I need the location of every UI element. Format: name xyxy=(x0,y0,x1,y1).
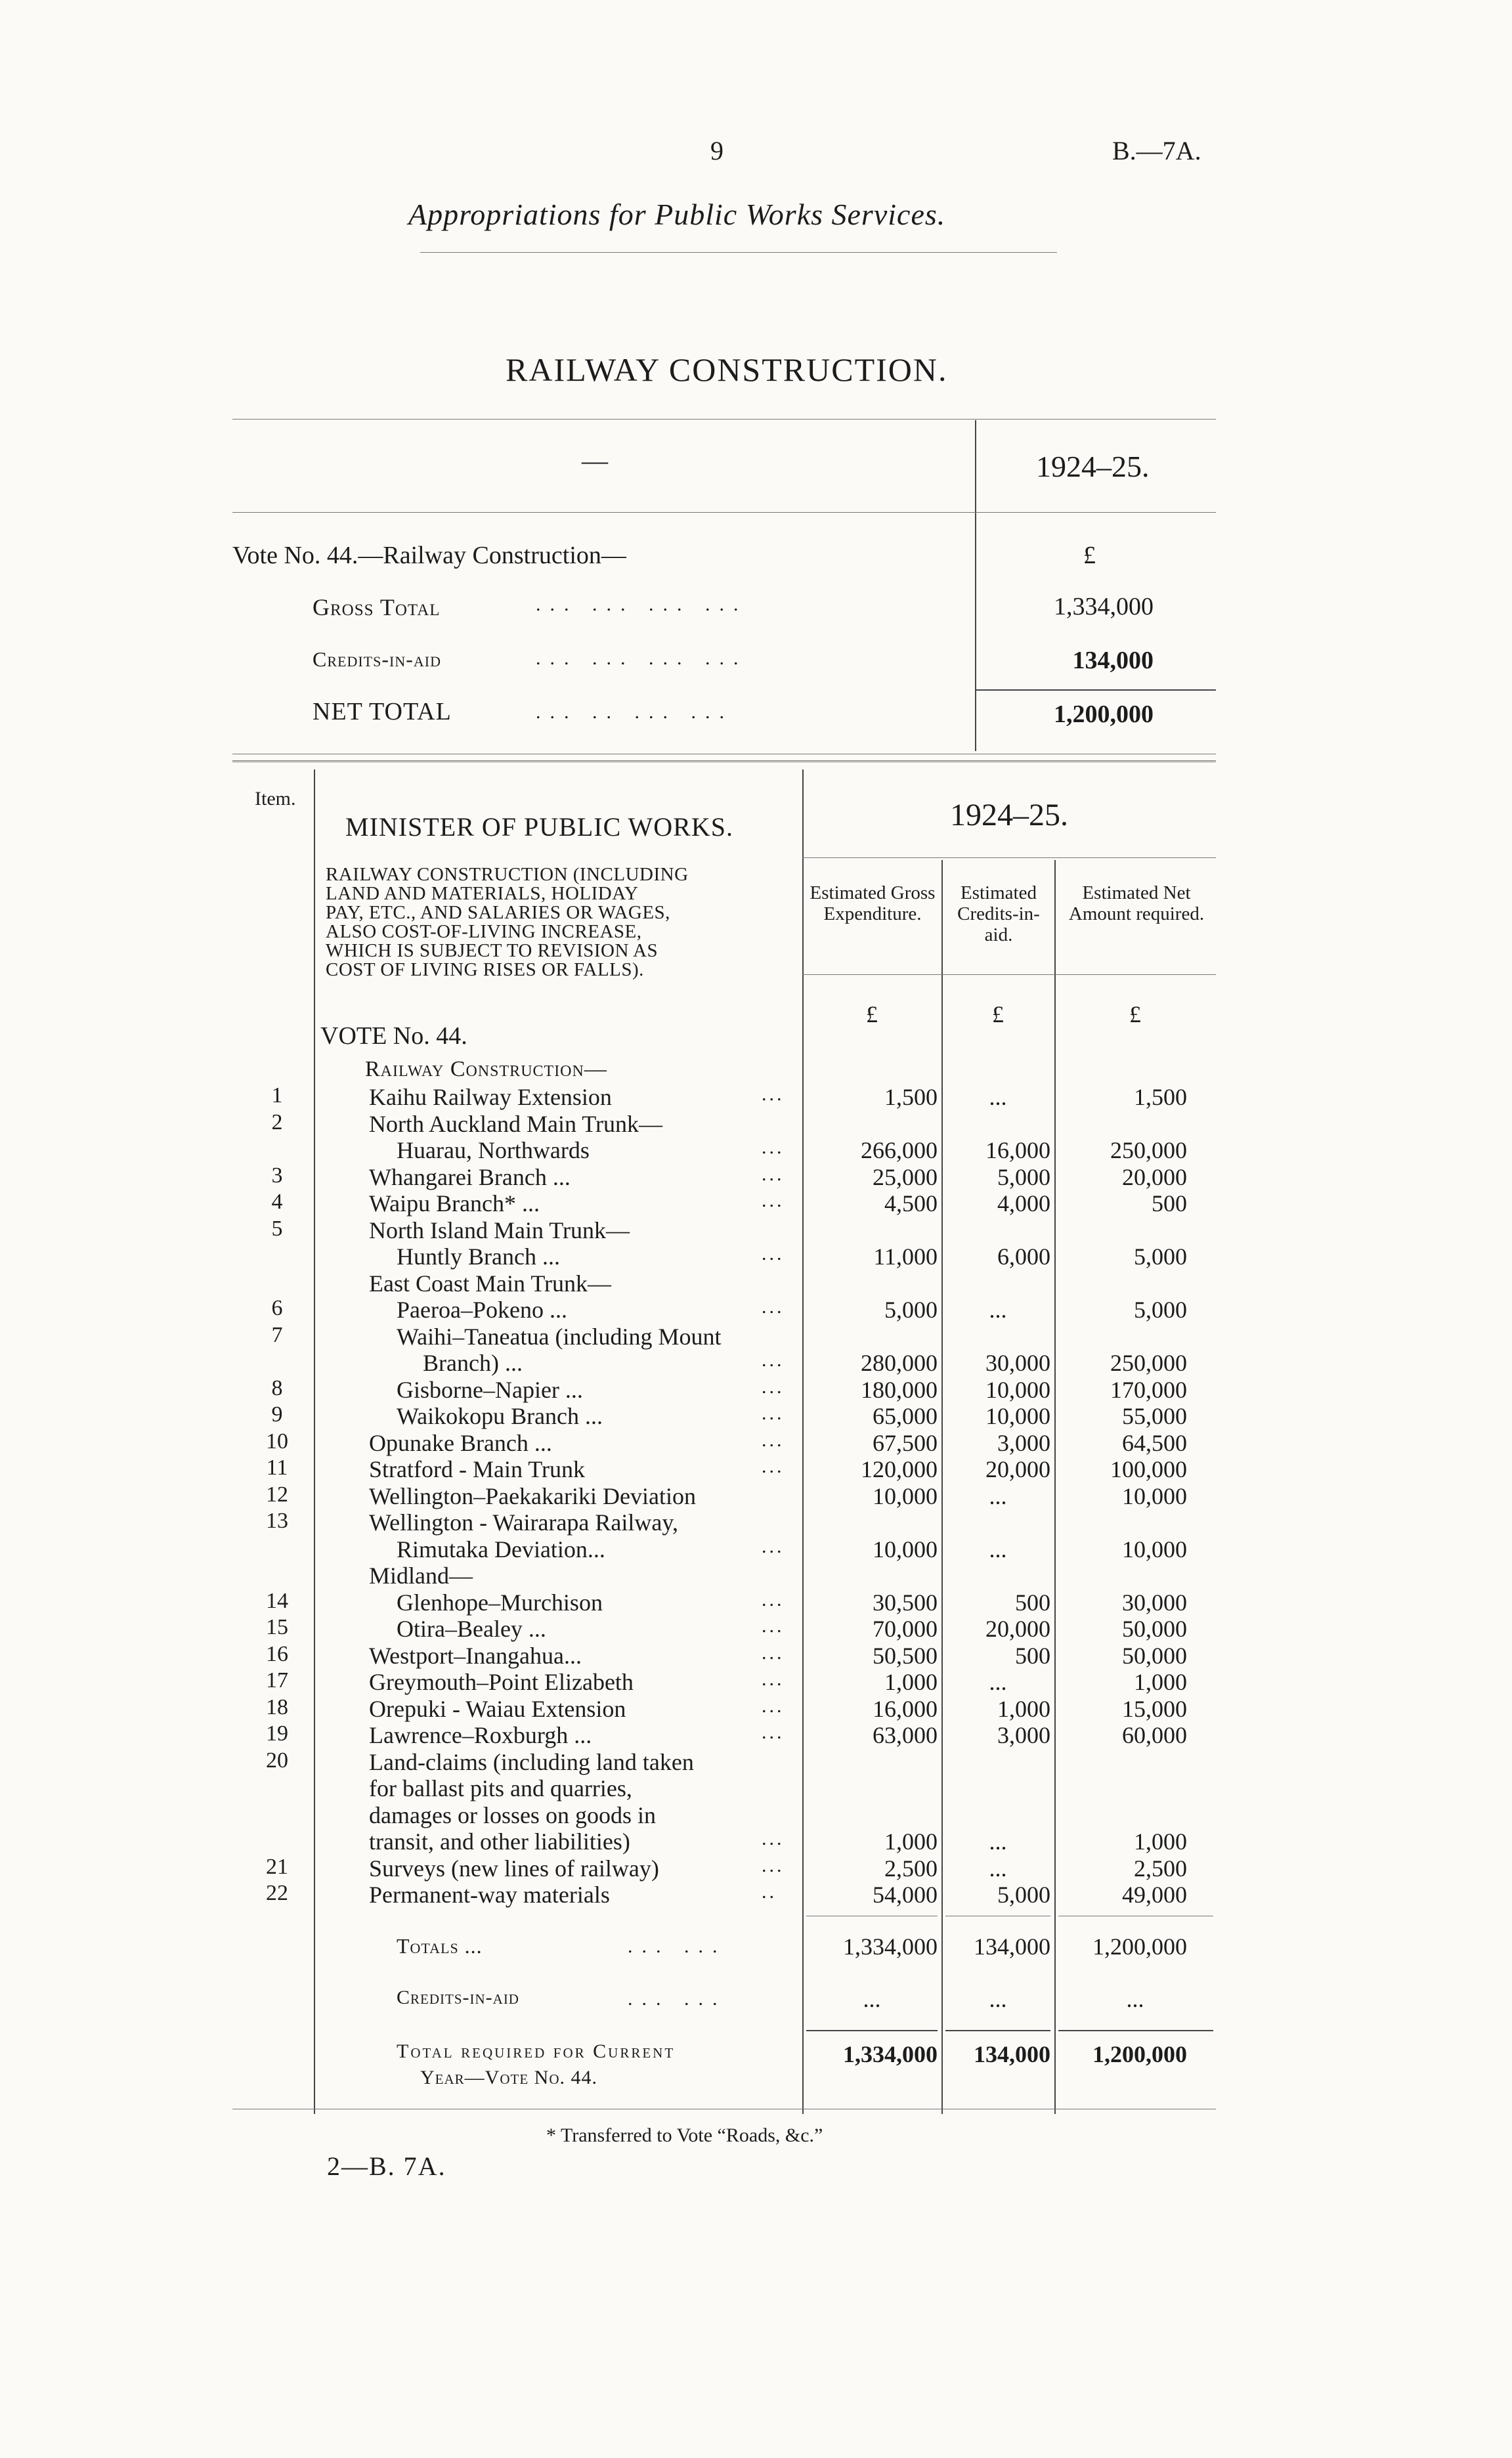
grand-total-rule-gross xyxy=(806,2030,938,2031)
total-required-gross: 1,334,000 xyxy=(843,2041,938,2067)
credits-value: 6,000 xyxy=(997,1243,1050,1270)
item-description: Waikokopu Branch ... xyxy=(397,1403,603,1429)
grand-total-rule-net xyxy=(1058,2030,1213,2031)
item-dots: ... xyxy=(762,1190,785,1211)
totals-net: 1,200,000 xyxy=(1092,1933,1187,1960)
year-rule xyxy=(802,857,1216,858)
item-dots: ... xyxy=(762,1535,785,1557)
currency-gross: £ xyxy=(866,1001,878,1027)
credits-value: 500 xyxy=(1015,1589,1050,1616)
subtitle-rule xyxy=(420,252,1057,253)
summary-year: 1924–25. xyxy=(1036,450,1150,483)
net-value: 1,000 xyxy=(1134,1828,1187,1855)
gross-value: 50,500 xyxy=(873,1642,938,1669)
credits-value: 16,000 xyxy=(985,1137,1050,1163)
summary-gross-dots: ... ... ... ... xyxy=(536,593,748,615)
net-value: 500 xyxy=(1152,1190,1187,1217)
description-line: ALSO COST-OF-LIVING INCREASE, xyxy=(326,921,642,942)
gross-value: 2,500 xyxy=(884,1855,938,1882)
item-dots: ... xyxy=(762,1694,785,1717)
net-value: 10,000 xyxy=(1122,1536,1187,1563)
gross-value: 120,000 xyxy=(861,1456,938,1482)
credits-value: 20,000 xyxy=(985,1616,1050,1642)
item-description: Permanent-way materials xyxy=(369,1882,610,1908)
net-value: 15,000 xyxy=(1122,1695,1187,1722)
summary-credits-label: Credits-in-aid xyxy=(313,647,441,671)
item-description: Kaihu Railway Extension xyxy=(369,1084,612,1110)
summary-vote-label: Vote No. 44.—Railway Construction— xyxy=(232,542,626,569)
summary-credits-value: 134,000 xyxy=(1072,647,1154,674)
currency-credits: £ xyxy=(992,1001,1004,1027)
gross-value: 10,000 xyxy=(873,1536,938,1563)
item-dots: ... xyxy=(762,1243,785,1264)
credits-value: 20,000 xyxy=(985,1456,1050,1482)
total-required-credits: 134,000 xyxy=(974,2041,1050,2067)
item-dots: ... xyxy=(762,1163,785,1185)
summary-gross-value: 1,334,000 xyxy=(1054,593,1154,620)
item-description: Westport–Inangahua... xyxy=(369,1642,582,1669)
gross-value: 10,000 xyxy=(873,1482,938,1509)
credits-value: ... xyxy=(989,1828,1007,1855)
item-number: 17 xyxy=(266,1668,288,1693)
net-value: 250,000 xyxy=(1110,1137,1187,1163)
item-description: Land-claims (including land taken xyxy=(369,1748,694,1775)
credits-value: ... xyxy=(989,1482,1007,1509)
summary-net-value: 1,200,000 xyxy=(1054,701,1154,728)
item-dots: ... xyxy=(762,1083,785,1105)
item-number: 22 xyxy=(266,1881,288,1905)
total-required-line2: Year—Vote No. 44. xyxy=(420,2067,597,2088)
credits-in-aid-label: Credits-in-aid xyxy=(397,1987,519,2008)
page-title: RAILWAY CONSTRUCTION. xyxy=(506,351,948,388)
description-line: WHICH IS SUBJECT TO REVISION AS xyxy=(326,940,659,961)
gross-value: 70,000 xyxy=(873,1616,938,1642)
total-required-net: 1,200,000 xyxy=(1092,2041,1187,2067)
item-description: Otira–Bealey ... xyxy=(397,1616,546,1642)
item-description: Opunake Branch ... xyxy=(369,1429,552,1456)
item-number: 4 xyxy=(271,1190,283,1214)
item-description: Waihi–Taneatua (including Mount xyxy=(397,1323,722,1350)
item-dots: ... xyxy=(762,1854,785,1876)
credits-value: 5,000 xyxy=(997,1163,1050,1190)
item-dots: ... xyxy=(762,1588,785,1610)
summary-credits-dots: ... ... ... ... xyxy=(536,647,748,669)
summary-divider xyxy=(975,420,976,751)
total-required-line1: Total required for Current xyxy=(397,2040,676,2062)
item-number: 16 xyxy=(266,1641,288,1666)
credits-value: ... xyxy=(989,1297,1007,1323)
gross-value: 1,000 xyxy=(884,1828,938,1855)
credits-value: ... xyxy=(989,1855,1007,1882)
item-number: 10 xyxy=(266,1429,288,1454)
item-description: Paeroa–Pokeno ... xyxy=(397,1297,567,1323)
item-description: damages or losses on goods in xyxy=(369,1801,656,1828)
credits-value: 500 xyxy=(1015,1642,1050,1669)
item-description: Stratford - Main Trunk xyxy=(369,1456,586,1482)
net-value: 170,000 xyxy=(1110,1376,1187,1403)
gross-value: 266,000 xyxy=(861,1137,938,1163)
page-number: 9 xyxy=(710,136,724,165)
credits-value: 5,000 xyxy=(997,1882,1050,1908)
item-description: Glenhope–Murchison xyxy=(397,1589,603,1616)
net-value: 2,500 xyxy=(1134,1855,1187,1882)
credits-value: 1,000 xyxy=(997,1695,1050,1722)
vote-description xyxy=(326,865,793,980)
gross-value: 11,000 xyxy=(873,1243,938,1270)
net-value: 100,000 xyxy=(1110,1456,1187,1482)
item-dots: ... xyxy=(762,1402,785,1424)
item-description: Huarau, Northwards xyxy=(397,1137,590,1163)
col-header-rule xyxy=(802,974,1216,975)
item-description: Surveys (new lines of railway) xyxy=(369,1855,659,1882)
summary-currency: £ xyxy=(1083,542,1096,569)
item-number: 14 xyxy=(266,1588,288,1613)
item-number: 8 xyxy=(271,1375,283,1400)
totals-label: Totals ... xyxy=(397,1934,483,1958)
credits-value: 3,000 xyxy=(997,1722,1050,1748)
gross-value: 5,000 xyxy=(884,1297,938,1323)
item-dots: ... xyxy=(762,1429,785,1451)
credits-value: ... xyxy=(989,1669,1007,1695)
item-number: 21 xyxy=(266,1854,288,1879)
col-header-gross: Estimated Gross Expenditure. xyxy=(810,882,936,924)
item-description: North Auckland Main Trunk— xyxy=(369,1110,663,1137)
item-description: North Island Main Trunk— xyxy=(369,1217,630,1243)
item-dots: ... xyxy=(762,1615,785,1637)
item-number: 15 xyxy=(266,1615,288,1639)
item-description: Waipu Branch* ... xyxy=(369,1190,540,1217)
item-description: Branch) ... xyxy=(423,1350,523,1376)
gross-value: 54,000 xyxy=(873,1882,938,1908)
item-dots: ... xyxy=(762,1828,785,1849)
credits-value: 10,000 xyxy=(985,1403,1050,1429)
summary-net-dots: ... .. ... ... xyxy=(536,701,733,723)
item-number: 6 xyxy=(271,1296,283,1320)
summary-top-rule xyxy=(232,419,1216,420)
summary-dash: — xyxy=(582,446,608,475)
item-number: 19 xyxy=(266,1721,288,1746)
totals-gross: 1,334,000 xyxy=(843,1933,938,1960)
item-number: 18 xyxy=(266,1694,288,1719)
item-description: Orepuki - Waiau Extension xyxy=(369,1695,626,1722)
summary-bottom-rule-2 xyxy=(232,760,1216,761)
net-value: 60,000 xyxy=(1122,1722,1187,1748)
description-line: PAY, ETC., AND SALARIES OR WAGES, xyxy=(326,902,670,923)
item-dots: ... xyxy=(762,1136,785,1158)
col-header-credits: Estimated Credits-in-aid. xyxy=(957,882,1040,945)
credits-value: 10,000 xyxy=(985,1376,1050,1403)
credits-value: 30,000 xyxy=(985,1350,1050,1376)
net-value: 250,000 xyxy=(1110,1350,1187,1376)
summary-net-rule xyxy=(975,689,1216,691)
credits-value: 4,000 xyxy=(997,1190,1050,1217)
net-value: 30,000 xyxy=(1122,1589,1187,1616)
net-value: 10,000 xyxy=(1122,1482,1187,1509)
totals-dots: ... ... xyxy=(628,1935,727,1957)
item-description: transit, and other liabilities) xyxy=(369,1828,630,1855)
credits-in-aid-dots: ... ... xyxy=(628,1988,727,2010)
net-value: 50,000 xyxy=(1122,1616,1187,1642)
net-value: 1,000 xyxy=(1134,1669,1187,1695)
item-dots: ... xyxy=(762,1668,785,1690)
totals-credits: 134,000 xyxy=(974,1933,1050,1960)
net-value: 20,000 xyxy=(1122,1163,1187,1190)
item-description: Huntly Branch ... xyxy=(397,1243,560,1270)
description-line: RAILWAY CONSTRUCTION (INCLUDING xyxy=(326,864,689,885)
item-description: Greymouth–Point Elizabeth xyxy=(369,1669,634,1695)
net-value: 64,500 xyxy=(1122,1429,1187,1456)
gross-value: 180,000 xyxy=(861,1376,938,1403)
description-line: LAND AND MATERIALS, HOLIDAY xyxy=(326,883,639,904)
col-header-net: Estimated Net Amount required. xyxy=(1068,882,1205,924)
page-subtitle: Appropriations for Public Works Services. xyxy=(408,198,946,231)
item-number: 9 xyxy=(271,1402,283,1427)
currency-net: £ xyxy=(1129,1001,1141,1027)
item-number: 20 xyxy=(266,1748,288,1773)
gross-value: 1,500 xyxy=(884,1084,938,1110)
item-number: 3 xyxy=(271,1163,283,1188)
gross-value: 25,000 xyxy=(873,1163,938,1190)
item-dots: ... xyxy=(762,1641,785,1664)
item-number: 5 xyxy=(271,1216,283,1241)
item-number: 7 xyxy=(271,1322,283,1347)
description-line: COST OF LIVING RISES OR FALLS). xyxy=(326,959,644,980)
item-number: 12 xyxy=(266,1482,288,1507)
item-header: Item. xyxy=(255,788,296,809)
summary-header-rule xyxy=(232,512,1216,513)
footer-ref: 2—B. 7A. xyxy=(327,2151,446,2181)
vote-label: VOTE No. 44. xyxy=(320,1022,467,1050)
credits-in-aid-gross: ... xyxy=(863,1986,881,2012)
table-year: 1924–25. xyxy=(950,798,1068,832)
credits-in-aid-credits: ... xyxy=(989,1986,1007,2012)
item-number: 13 xyxy=(266,1509,288,1533)
footnote: * Transferred to Vote “Roads, &c.” xyxy=(546,2124,823,2146)
item-number: 1 xyxy=(271,1083,283,1108)
item-description: for ballast pits and quarries, xyxy=(369,1775,632,1801)
item-dots: ... xyxy=(762,1721,785,1743)
department-title: MINISTER OF PUBLIC WORKS. xyxy=(345,812,733,842)
item-number: 11 xyxy=(266,1455,288,1480)
gross-value: 65,000 xyxy=(873,1403,938,1429)
item-description: Wellington - Wairarapa Railway, xyxy=(369,1509,679,1536)
item-description: Rimutaka Deviation... xyxy=(397,1536,605,1563)
summary-net-label: NET TOTAL xyxy=(313,698,452,725)
credits-value: ... xyxy=(989,1536,1007,1563)
item-description: Gisborne–Napier ... xyxy=(397,1376,583,1403)
item-dots: .. xyxy=(762,1881,777,1903)
credits-value: 3,000 xyxy=(997,1429,1050,1456)
grand-total-rule-credits xyxy=(945,2030,1050,2031)
gross-value: 30,500 xyxy=(873,1589,938,1616)
item-number: 2 xyxy=(271,1110,283,1134)
net-value: 1,500 xyxy=(1134,1084,1187,1110)
gross-value: 280,000 xyxy=(861,1350,938,1376)
gross-value: 67,500 xyxy=(873,1429,938,1456)
item-dots: ... xyxy=(762,1455,785,1477)
net-value: 50,000 xyxy=(1122,1642,1187,1669)
item-col-divider xyxy=(314,769,315,2114)
net-value: 5,000 xyxy=(1134,1243,1187,1270)
credits-in-aid-net: ... xyxy=(1126,1986,1144,2012)
item-dots: ... xyxy=(762,1375,785,1398)
item-description: East Coast Main Trunk— xyxy=(369,1270,612,1297)
gross-value: 63,000 xyxy=(873,1722,938,1748)
item-description: Lawrence–Roxburgh ... xyxy=(369,1722,592,1748)
gross-value: 4,500 xyxy=(884,1190,938,1217)
item-description: Whangarei Branch ... xyxy=(369,1163,571,1190)
document-ref: B.—7A. xyxy=(1112,136,1201,165)
net-value: 55,000 xyxy=(1122,1403,1187,1429)
credits-value: ... xyxy=(989,1084,1007,1110)
gross-value: 1,000 xyxy=(884,1669,938,1695)
section-label: Railway Construction— xyxy=(365,1057,607,1081)
gross-value: 16,000 xyxy=(873,1695,938,1722)
item-dots: ... xyxy=(762,1296,785,1318)
item-dots: ... xyxy=(762,1349,785,1371)
item-description: Midland— xyxy=(369,1563,473,1589)
net-value: 49,000 xyxy=(1122,1882,1187,1908)
net-value: 5,000 xyxy=(1134,1297,1187,1323)
item-description: Wellington–Paekakariki Deviation xyxy=(369,1482,696,1509)
summary-gross-label: Gross Total xyxy=(313,594,441,620)
